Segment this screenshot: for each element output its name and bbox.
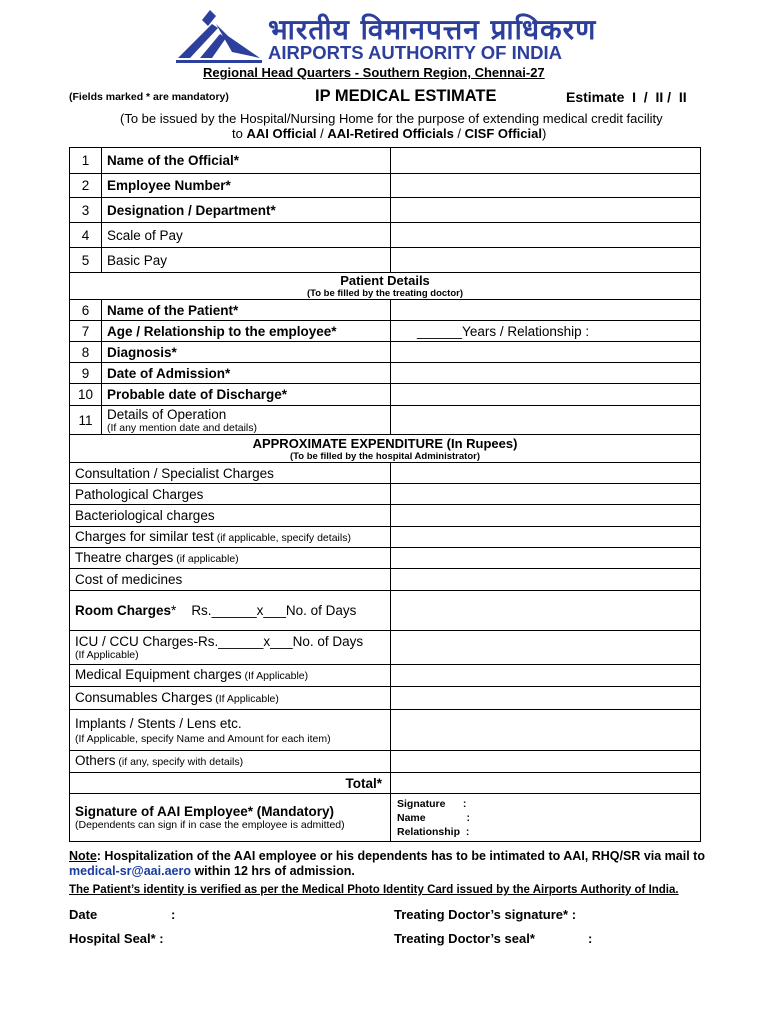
row-official-name <box>70 148 701 174</box>
total-label: Total* <box>70 773 391 794</box>
bacteriological-amount-field[interactable] <box>391 505 701 527</box>
others-amount-field[interactable] <box>391 751 701 773</box>
room-charges-amount-field[interactable] <box>391 591 701 631</box>
relationship-line: Relationship : <box>397 825 470 838</box>
theatre-amount-field[interactable] <box>391 548 701 569</box>
name-line: Name : <box>397 811 470 824</box>
field-label: Probable date of Discharge* <box>102 384 391 406</box>
charge-label: Bacteriological charges <box>70 505 391 527</box>
row-number: 3 <box>70 198 102 223</box>
row-patient-name <box>70 300 701 321</box>
charge-label: Room Charges <box>75 603 172 618</box>
row-icu-charges <box>70 631 701 665</box>
date-colon: : <box>171 907 176 922</box>
doctor-seal-colon: : <box>588 931 593 946</box>
row-similar-test <box>70 527 701 548</box>
field-label: Age / Relationship to the employee* <box>102 321 391 342</box>
intro-line-1: (To be issued by the Hospital/Nursing Home for the purpose of extending medical credit facility <box>120 111 663 126</box>
field-label: Employee Number* <box>102 174 391 198</box>
charge-note: (if applicable) <box>173 552 239 565</box>
charge-label: Cost of medicines <box>70 569 391 591</box>
identity-verification-note: The Patient’s identity is verified as per the Medical Photo Identity Card issued by the Airports Authority of India. <box>69 884 679 896</box>
row-equipment <box>70 665 701 687</box>
org-name-hindi: भारतीय विमानपत्तन प्राधिकरण <box>268 13 597 46</box>
consumables-amount-field[interactable] <box>391 687 701 710</box>
row-others <box>70 751 701 773</box>
field-label: Name of the Official* <box>102 148 391 174</box>
total-amount-field[interactable] <box>391 773 701 794</box>
charge-note: (If Applicable, specify Name and Amount for each item) <box>75 732 331 745</box>
row-number: 6 <box>70 300 102 321</box>
field-label: Diagnosis* <box>102 342 391 363</box>
row-diagnosis <box>70 342 701 363</box>
medicines-amount-field[interactable] <box>391 569 701 591</box>
charge-label: Implants / Stents / Lens etc. <box>75 715 242 731</box>
row-basic-pay <box>70 248 701 273</box>
charge-note: (If Applicable) <box>241 670 309 682</box>
org-name: AIRPORTS AUTHORITY OF INDIA <box>268 42 562 63</box>
row-bacteriological <box>70 505 701 527</box>
age-relationship-field[interactable]: ______Years / Relationship : <box>391 321 701 342</box>
region-heading: Regional Head Quarters - Southern Region, Chennai-27 <box>203 65 545 80</box>
row-signature <box>70 794 701 842</box>
row-scale-of-pay <box>70 223 701 248</box>
row-medicines <box>70 569 701 591</box>
row-consumables <box>70 687 701 710</box>
section-subtitle: (To be filled by the treating doctor) <box>306 288 464 299</box>
section-title: APPROXIMATE EXPENDITURE (In Rupees) <box>252 435 518 451</box>
field-label: Designation / Department* <box>102 198 391 223</box>
official-name-field[interactable] <box>391 148 701 174</box>
discharge-date-field[interactable] <box>391 384 701 406</box>
charge-note: (if any, specify with details) <box>115 756 244 768</box>
charge-label: Consultation / Specialist Charges <box>70 463 391 484</box>
icu-amount-field[interactable] <box>391 631 701 665</box>
admission-date-field[interactable] <box>391 363 701 384</box>
section-subtitle: (To be filled by the hospital Administrator) <box>289 450 480 462</box>
row-discharge-date <box>70 384 701 406</box>
patient-name-field[interactable] <box>391 300 701 321</box>
charge-note: (if applicable, specify details) <box>213 531 351 544</box>
implants-amount-field[interactable] <box>391 710 701 751</box>
signature-line: Signature : <box>397 797 467 810</box>
employee-number-field[interactable] <box>391 174 701 198</box>
row-number: 11 <box>70 406 102 435</box>
diagnosis-field[interactable] <box>391 342 701 363</box>
charge-label: Theatre charges <box>75 549 174 565</box>
field-label: Date of Admission* <box>102 363 391 384</box>
charge-label: Others <box>75 753 116 768</box>
charge-label: Medical Equipment charges <box>75 667 242 682</box>
signature-field[interactable] <box>391 794 701 842</box>
field-label: Basic Pay <box>102 248 391 273</box>
date-label: Date <box>69 907 98 922</box>
expenditure-header <box>70 435 701 463</box>
row-operation-details <box>70 406 701 435</box>
doctor-signature-label: Treating Doctor’s signature* : <box>394 907 577 922</box>
field-label: Name of the Patient* <box>102 300 391 321</box>
estimate-table <box>69 147 701 842</box>
row-number: 5 <box>70 248 102 273</box>
row-number: 9 <box>70 363 102 384</box>
operation-details-field[interactable] <box>391 406 701 435</box>
mandatory-note: (Fields marked * are mandatory) <box>69 91 229 103</box>
consultation-amount-field[interactable] <box>391 463 701 484</box>
charge-label: ICU / CCU Charges-Rs.______x___No. of Days <box>75 634 364 649</box>
row-consultation <box>70 463 701 484</box>
row-admission-date <box>70 363 701 384</box>
room-rate-text: Rs.______x___No. of Days <box>191 603 357 618</box>
row-number: 8 <box>70 342 102 363</box>
signature-label: Signature of AAI Employee* (Mandatory) <box>75 804 335 819</box>
estimate-number: Estimate I / II / II <box>566 89 687 105</box>
row-number: 2 <box>70 174 102 198</box>
row-number: 10 <box>70 384 102 406</box>
email-link[interactable]: medical-sr@aai.aero <box>69 864 191 878</box>
intro-line-2: to AAI Official / AAI-Retired Officials / CISF Official) <box>232 126 547 141</box>
pathological-amount-field[interactable] <box>391 484 701 505</box>
scale-of-pay-field[interactable] <box>391 223 701 248</box>
row-number: 1 <box>70 148 102 174</box>
doctor-seal-label: Treating Doctor’s seal* <box>394 931 535 946</box>
row-designation <box>70 198 701 223</box>
equipment-amount-field[interactable] <box>391 665 701 687</box>
section-title: Patient Details <box>340 273 430 288</box>
charge-note: (If Applicable) <box>75 649 139 661</box>
row-age-relationship <box>70 321 701 342</box>
hospital-seal-label: Hospital Seal* : <box>69 931 164 946</box>
hospitalization-note: Note: Hospitalization of the AAI employee or his dependents has to be intimated to AAI, RHQ/SR via mail to medical-sr@aai.aero within 12 hrs of admission. <box>69 849 705 878</box>
row-implants <box>70 710 701 751</box>
form-title: IP MEDICAL ESTIMATE <box>315 87 497 105</box>
basic-pay-field[interactable] <box>391 248 701 273</box>
charge-label: Consumables Charges <box>75 689 213 705</box>
designation-field[interactable] <box>391 198 701 223</box>
charge-label: Charges for similar test <box>75 528 214 544</box>
row-number: 7 <box>70 321 102 342</box>
required-star: * <box>171 603 177 618</box>
charge-label: Pathological Charges <box>70 484 391 505</box>
signature-note: (Dependents can sign if in case the employee is admitted) <box>75 819 345 831</box>
row-total <box>70 773 701 794</box>
field-label: Details of Operation <box>107 406 227 422</box>
field-label: Scale of Pay <box>102 223 391 248</box>
row-theatre <box>70 548 701 569</box>
aai-logo <box>172 6 266 66</box>
row-pathological <box>70 484 701 505</box>
row-room-charges <box>70 591 701 631</box>
field-hint: (If any mention date and details) <box>107 421 258 434</box>
row-employee-number <box>70 174 701 198</box>
similar-test-amount-field[interactable] <box>391 527 701 548</box>
row-number: 4 <box>70 223 102 248</box>
charge-note: (If Applicable) <box>212 692 279 705</box>
patient-details-header <box>70 273 701 300</box>
